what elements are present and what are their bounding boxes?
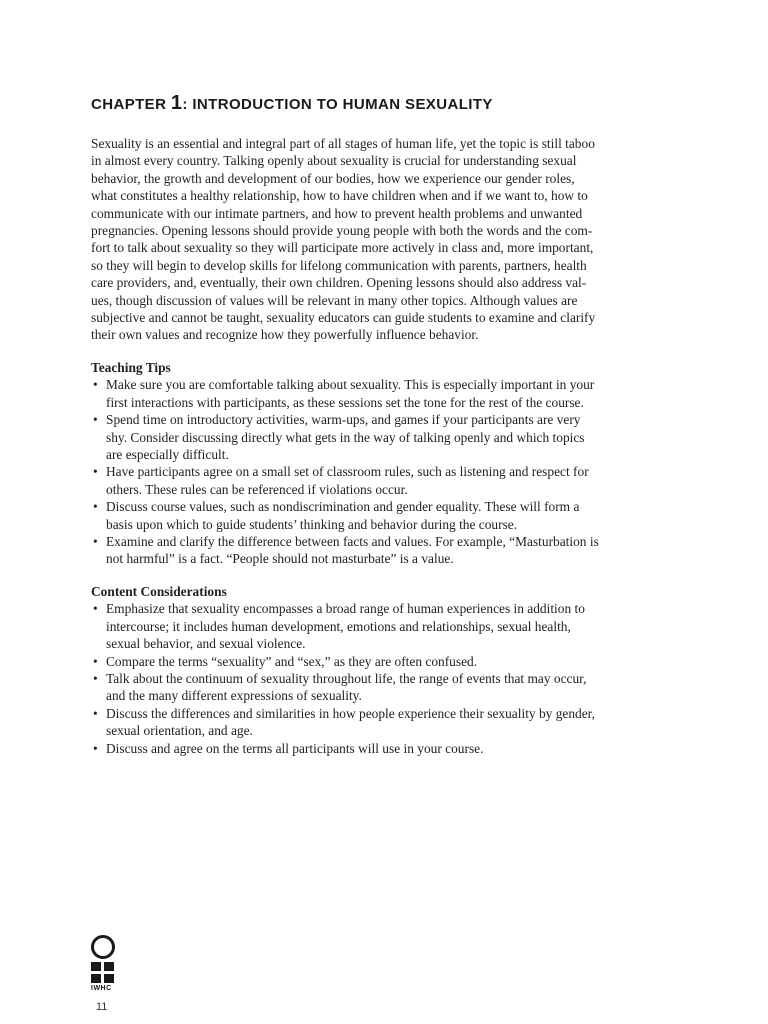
bullet-item: [91, 740, 691, 757]
bullet-line: sexual orientation, and age.: [106, 723, 253, 739]
intro-line: what constitutes a healthy relationship, how to have children when and if we want to, how to: [91, 188, 588, 204]
bullet-line: • Talk about the continuum of sexuality throughout life, the range of events that may occur,: [106, 671, 587, 687]
bullet-line: intercourse; it includes human development, emotions and relationships, sexual health,: [106, 618, 571, 634]
bullet-line: shy. Consider discussing directly what gets in the way of talking openly and which topics: [106, 429, 585, 445]
bullet-line: • Compare the terms “sexuality” and “sex,” as they are often confused.: [106, 653, 478, 669]
bullet-line: and the many different expressions of sexuality.: [106, 688, 362, 704]
intro-line: so they will begin to develop skills for lifelong communication with parents, partners, health: [91, 257, 587, 273]
bullet-item: [91, 411, 691, 463]
logo-grid-shape: [91, 962, 117, 983]
teaching-tips-list: [91, 376, 691, 567]
logo-text: IWHC: [91, 985, 112, 992]
bullet-line: sexual behavior, and sexual violence.: [106, 636, 306, 652]
bullet-line: others. These rules can be referenced if violations occur.: [106, 481, 408, 497]
chapter-number: 1: [170, 92, 183, 114]
bullet-item: [91, 498, 691, 533]
bullet-item: [91, 653, 691, 670]
chapter-title: [91, 92, 493, 115]
bullet-line: first interactions with participants, as these sessions set the tone for the rest of the course.: [106, 394, 584, 410]
bullet-item: [91, 600, 691, 652]
intro-line: fort to talk about sexuality so they will participate more actively in class and, more important,: [91, 240, 594, 256]
intro-line: Sexuality is an essential and integral part of all stages of human life, yet the topic is still taboo: [91, 136, 595, 151]
bullet-item: [91, 670, 691, 705]
bullet-line: • Discuss course values, such as nondiscrimination and gender equality. These will form a: [106, 499, 580, 515]
bullet-line: • Have participants agree on a small set of classroom rules, such as listening and respect for: [106, 464, 589, 480]
bullet-line: • Discuss and agree on the terms all participants will use in your course.: [106, 740, 484, 756]
bullet-line: basis upon which to guide students’ thinking and behavior during the course.: [106, 516, 518, 532]
content-considerations-section: [91, 583, 691, 757]
chapter-title-prefix: CHAPTER: [91, 96, 171, 113]
content-considerations-heading: Content Considerations: [91, 584, 227, 599]
intro-paragraph: [91, 135, 681, 344]
bullet-line: • Make sure you are comfortable talking about sexuality. This is especially important in your: [106, 377, 595, 393]
intro-line: in almost every country. Talking openly about sexuality is crucial for understanding sexual: [91, 153, 577, 169]
intro-line: ues, though discussion of values will be relevant in many other topics. Although values are: [91, 292, 578, 308]
bullet-item: [91, 705, 691, 740]
bullet-line: • Spend time on introductory activities, warm-ups, and games if your participants are very: [106, 412, 581, 428]
bullet-line: • Emphasize that sexuality encompasses a broad range of human experiences in addition to: [106, 601, 585, 617]
content-considerations-list: [91, 600, 691, 757]
bullet-item: [91, 463, 691, 498]
intro-line: behavior, the growth and development of our bodies, how we experience our gender roles,: [91, 170, 575, 186]
bullet-item: [91, 533, 691, 568]
bullet-line: are especially difficult.: [106, 447, 229, 463]
teaching-tips-section: [91, 359, 691, 568]
intro-line: care providers, and, eventually, their own children. Opening lessons should also address val-: [91, 275, 587, 291]
bullet-item: [91, 376, 691, 411]
page-number: 11: [96, 1001, 108, 1013]
iwhc-logo-icon: [91, 935, 117, 992]
teaching-tips-heading: Teaching Tips: [91, 360, 171, 375]
bullet-line: • Discuss the differences and similarities in how people experience their sexuality by gender,: [106, 705, 595, 721]
intro-line: communicate with our intimate partners, and how to prevent health problems and unwanted: [91, 205, 583, 221]
intro-line: pregnancies. Opening lessons should provide young people with both the words and the com-: [91, 223, 593, 239]
bullet-line: • Examine and clarify the difference between facts and values. For example, “Masturbation is: [106, 534, 599, 550]
logo-circle-shape: [91, 935, 115, 959]
bullet-line: not harmful” is a fact. “People should not masturbate” is a value.: [106, 551, 454, 567]
intro-line: subjective and cannot be taught, sexuality educators can guide students to examine and clarify: [91, 310, 596, 326]
chapter-title-text: : INTRODUCTION TO HUMAN SEXUALITY: [182, 96, 493, 113]
intro-line: their own values and recognize how they powerfully influence behavior.: [91, 327, 479, 343]
